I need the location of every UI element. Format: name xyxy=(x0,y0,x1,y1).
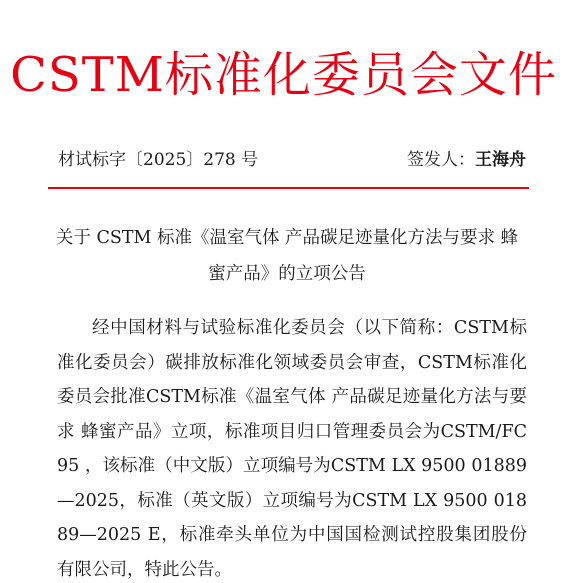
announcement-title: 关于 CSTM 标准《温室气体 产品碳足迹量化方法与要求 蜂蜜产品》的立项公告 xyxy=(55,228,519,284)
document-meta-row xyxy=(58,148,526,172)
announcement-body: 经中国材料与试验标准化委员会（以下简称：CSTM标准化委员会）碳排放标准化领域委员会审查，CSTM标准化委员会批准CSTM标准《温室气体 产品碳足迹量化方法与要求 蜂蜜产品》立项，标准项目归口管理委员会为CSTM/FC95 ，该标准（中文版）立项编号为CSTM LX 9500 01889—2025，标准（英文版）立项编号为CSTM LX 9500 01889—2025 E，标准牵头单位为中国国检测试控股集团股份有限公司，特此公告。 xyxy=(57,318,527,580)
issuer-label: 签发人： xyxy=(407,150,475,170)
issuer-name: 王海舟 xyxy=(475,150,526,170)
issuer xyxy=(407,148,526,172)
document-number: 材试标字〔2025〕278 号 xyxy=(58,150,259,170)
document-masthead: CSTM标准化委员会文件 xyxy=(10,47,557,103)
red-divider-line xyxy=(48,187,529,189)
